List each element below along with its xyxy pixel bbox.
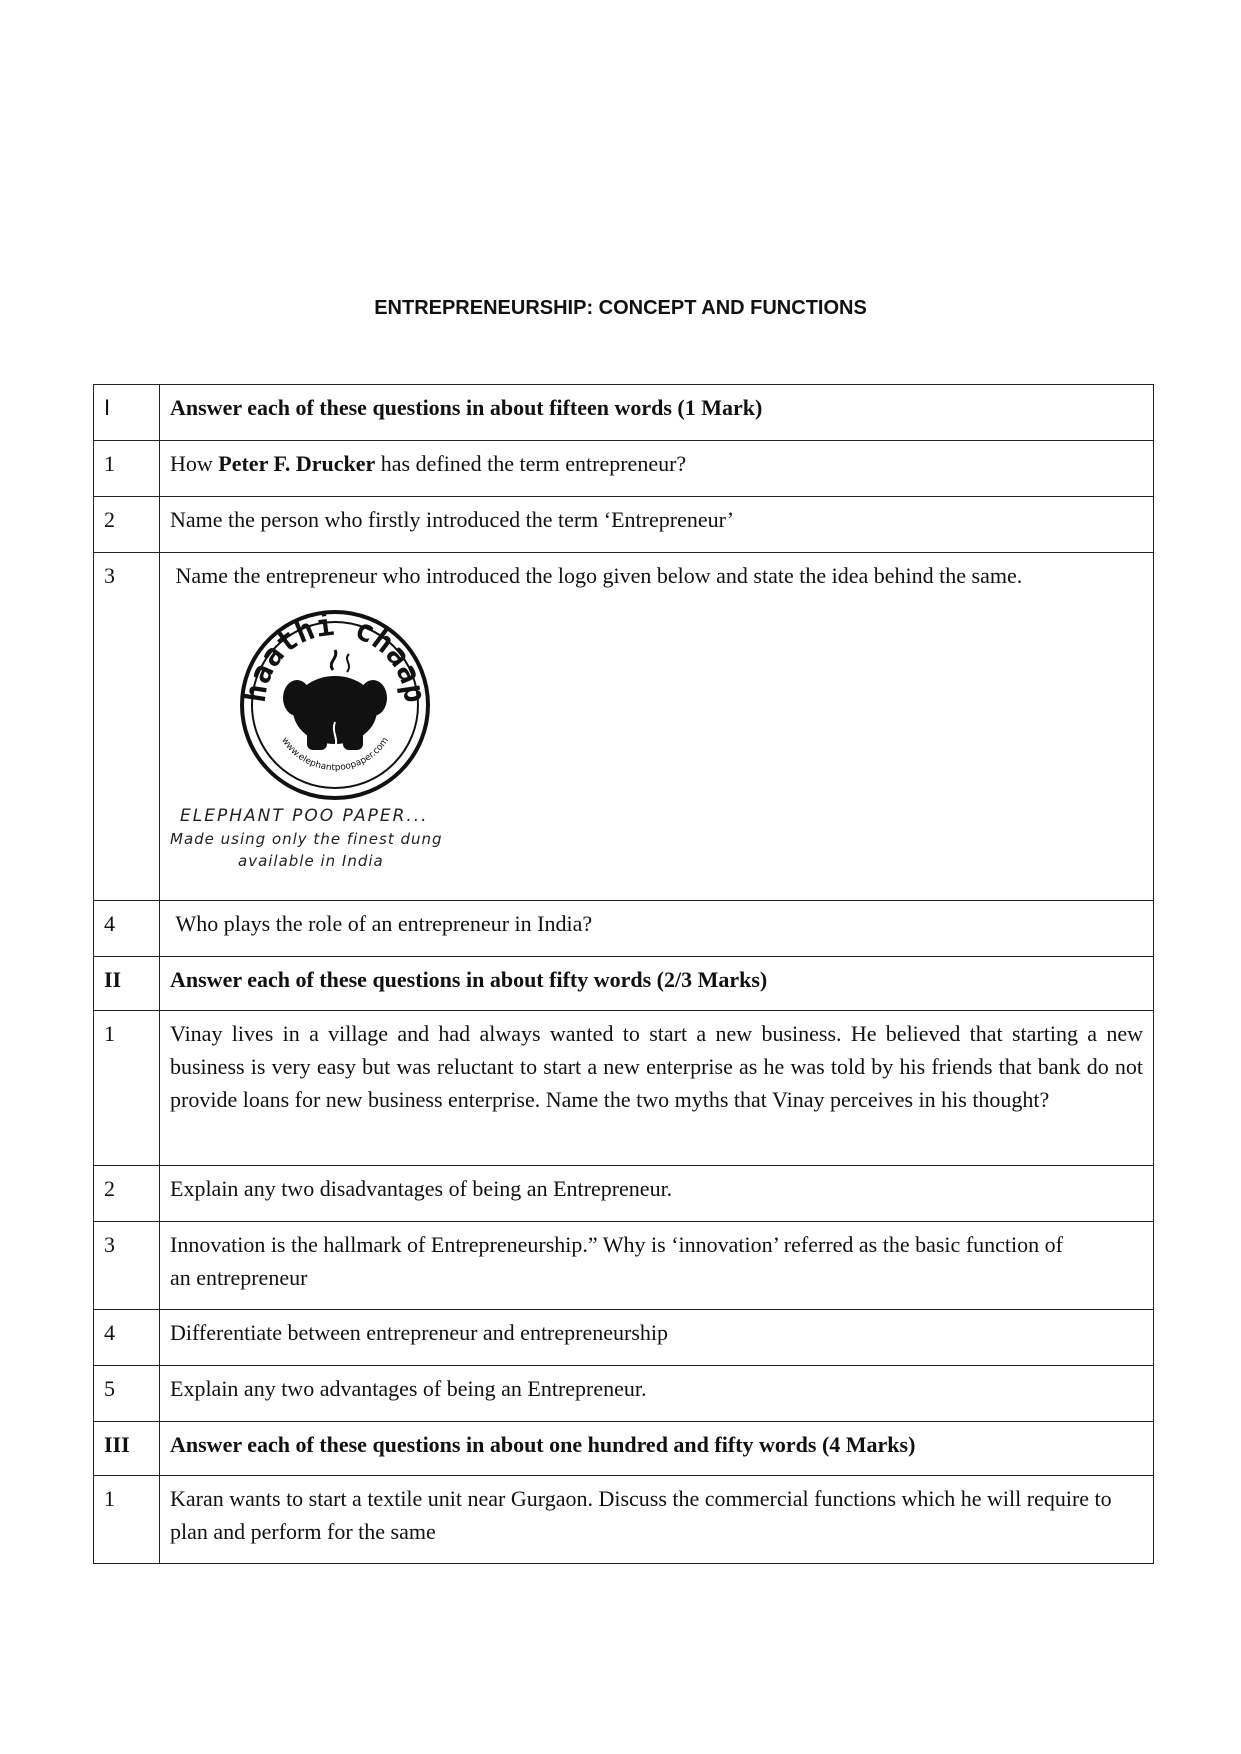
section-numeral: II [94, 957, 160, 1011]
question-number: 4 [94, 901, 160, 957]
section-heading: Answer each of these questions in about fifty words (2/3 Marks) [160, 957, 1154, 1011]
question-table [93, 384, 1154, 1564]
question-number: 4 [94, 1310, 160, 1366]
question-text: Karan wants to start a textile unit near Gurgaon. Discuss the commercial functions which he will require to plan and perform for the same [160, 1476, 1154, 1564]
elephant-stamp-icon [215, 610, 455, 800]
question-number: 2 [94, 1166, 160, 1222]
question-row [94, 1166, 1154, 1222]
question-row [94, 1310, 1154, 1366]
question-row [94, 553, 1154, 901]
section-header-row [94, 957, 1154, 1011]
section-numeral: I [94, 385, 160, 441]
question-row [94, 441, 1154, 497]
question-text-bold-name: Peter F. Drucker [218, 451, 376, 476]
question-row [94, 1366, 1154, 1422]
section-header-row [94, 1422, 1154, 1476]
question-number: 3 [94, 553, 160, 901]
question-text [160, 441, 1154, 497]
question-number: 1 [94, 1011, 160, 1166]
logo-caption-tagline: Made using only the finest dung [170, 830, 443, 848]
logo-ring-text: haathi chaap [237, 610, 433, 705]
question-text: Vinay lives in a village and had always wanted to start a new business. He believed that starting a new business is very easy but was reluctant to start a new enterprise as he was told by his friends that bank do not provide loans for new business enterprise. Name the two myths that Vinay perceives in his thought? [160, 1011, 1154, 1166]
question-number: 3 [94, 1222, 160, 1310]
question-row [94, 1011, 1154, 1166]
question-text: Innovation is the hallmark of Entrepreneurship.” Why is ‘innovation’ referred as the basic function of an entrepreneur [160, 1222, 1154, 1310]
section-numeral: III [94, 1422, 160, 1476]
question-text: Explain any two disadvantages of being an Entrepreneur. [160, 1166, 1154, 1222]
question-text: Differentiate between entrepreneur and entrepreneurship [160, 1310, 1154, 1366]
logo-url-text: www.elephantpoopaper.com [279, 735, 391, 774]
question-text: Name the person who firstly introduced the term ‘Entrepreneur’ [160, 497, 1154, 553]
question-text-pre: How [170, 451, 219, 476]
question-number: 2 [94, 497, 160, 553]
question-row [94, 1222, 1154, 1310]
section-header-row [94, 385, 1154, 441]
question-number: 1 [94, 1476, 160, 1564]
question-text-post: has defined the term entrepreneur? [375, 451, 687, 476]
question-row [94, 497, 1154, 553]
question-row [94, 1476, 1154, 1564]
haathi-chaap-logo [170, 610, 490, 872]
question-text: Name the entrepreneur who introduced the logo given below and state the idea behind the same. [170, 563, 1023, 588]
section-heading: Answer each of these questions in about one hundred and fifty words (4 Marks) [160, 1422, 1154, 1476]
question-text: Who plays the role of an entrepreneur in India? [160, 901, 1154, 957]
question-number: 1 [94, 441, 160, 497]
section-heading: Answer each of these questions in about fifteen words (1 Mark) [160, 385, 1154, 441]
question-number: 5 [94, 1366, 160, 1422]
question-text-with-logo [160, 553, 1154, 901]
logo-caption-title: ELEPHANT POO PAPER... [180, 806, 429, 826]
page-title: ENTREPRENEURSHIP: CONCEPT AND FUNCTIONS [374, 297, 867, 319]
question-row [94, 901, 1154, 957]
question-text: Explain any two advantages of being an Entrepreneur. [160, 1366, 1154, 1422]
logo-caption-tagline-2: available in India [238, 852, 384, 870]
